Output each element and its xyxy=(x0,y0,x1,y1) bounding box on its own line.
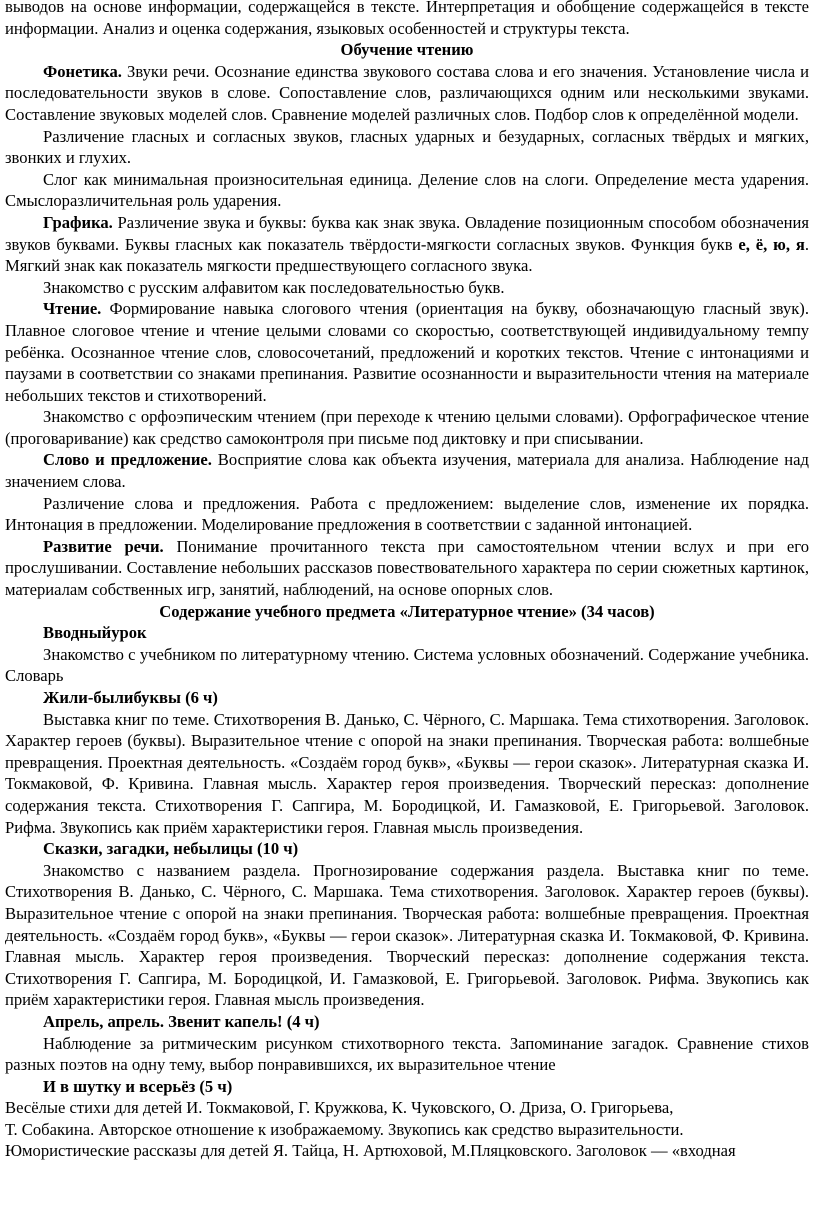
sentence-paragraph: Различение слова и предложения. Работа с предложением: выделение слов, изменение их порядка. Интонация в предложении. Моделирование предложения в соответствии с заданной интонацией. xyxy=(5,493,809,535)
section-line-humor-2: Т. Собакина. Авторское отношение к изображаемому. Звукопись как средство выразительности. xyxy=(5,1119,684,1139)
orthoepic-paragraph: Знакомство с орфоэпическим чтением (при переходе к чтению целыми словами). Орфографическое чтение (проговаривание) как средство самоконтроля при письме под диктовку и при списывании. xyxy=(5,407,809,448)
graphics-text: Различение звука и буквы: буква как знак звука. Овладение позиционным способом обозначения звуков буквами. Буквы гласных как показатель твёрдости-мягкости согласных звуков. Функция букв xyxy=(5,212,809,254)
phonetics-text: Звуки речи. Осознание единства звукового состава слова и его значения. Установление числа и последовательности звуков в слове. Сопоставление слов, различающихся одним или несколькими звуками. Составление звуковых моделей слов. Сравнение моделей различных слов. Подбор слов к определённой модели. xyxy=(5,61,809,124)
sounds-paragraph: Различение гласных и согласных звуков, гласных ударных и безударных, согласных твёрдых и мягких, звонких и глухих. xyxy=(5,126,809,168)
speech-label: Развитие речи. xyxy=(43,536,164,556)
section-heading-letters: Жили-былибуквы (6 ч) xyxy=(43,688,218,707)
phonetics-paragraph xyxy=(5,61,809,126)
graphics-letters: е, ё, ю, я xyxy=(738,234,805,254)
speech-text: Понимание прочитанного текста при самостоятельном чтении вслух и при его прослушивании. Составление небольших рассказов повествовательного характера по серии сюжетных картинок, материалам собственных игр, занятий, наблюдений, на основе опорных слов. xyxy=(5,536,809,600)
word-text: Восприятие слова как объекта изучения, материала для анализа. Наблюдение над значением слова. xyxy=(5,450,809,492)
syllable-paragraph: Слог как минимальная произносительная единица. Деление слов на слоги. Определение места ударения. Смыслоразличительная роль ударения. xyxy=(5,169,809,211)
intro-paragraph: выводов на основе информации, содержащейся в тексте. Интерпретация и обобщение содержащейся в тексте информации. Анализ и оценка содержания, языковых особенностей и структуры текста. xyxy=(5,0,809,38)
word-paragraph xyxy=(5,449,809,492)
section-text-fairytales: Знакомство с названием раздела. Прогнозирование содержания раздела. Выставка книг по теме. Стихотворения В. Данько, С. Чёрного, С. Маршака. Тема стихотворения. Заголовок. Характер героев (буквы). Выразительное чтение с опорой на знаки препинания. Творческая работа: волшебные превращения. Проектная деятельность. «Создаём город букв», «Буквы — герои сказок». Литературная сказка И. Токмаковой, Ф. Кривина. Главная мысль. Характер героя произведения. Творческий пересказ: дополнение содержания текста. Стихотворения Г. Сапгира, М. Бородицкой, И. Гамазковой, Е. Григорьевой. Заголовок. Рифма. Звукопись как приём характеристики героя. Главная мысль произведения. xyxy=(5,860,809,1010)
section-heading-fairytales: Сказки, загадки, небылицы (10 ч) xyxy=(43,839,299,859)
phonetics-label: Фонетика. xyxy=(43,61,122,81)
section-line-humor-1: Весёлые стихи для детей И. Токмаковой, Г. Кружкова, К. Чуковского, О. Дриза, О. Григорьева, xyxy=(5,1098,674,1118)
content-section-title: Содержание учебного предмета «Литературное чтение» (34 часов) xyxy=(159,601,655,621)
alphabet-paragraph: Знакомство с русским алфавитом как последовательностью букв. xyxy=(43,277,505,297)
graphics-paragraph xyxy=(5,212,809,277)
section-text-april: Наблюдение за ритмическим рисунком стихотворного текста. Запоминание загадок. Сравнение стихов разных поэтов на одну тему, выбор понравившихся, их выразительное чтение xyxy=(5,1033,809,1075)
section-line-humor-3: Юмористические рассказы для детей Я. Тайца, Н. Артюховой, М.Пляцковского. Заголовок — «входная xyxy=(5,1141,736,1161)
speech-paragraph xyxy=(5,536,809,601)
reading-label: Чтение. xyxy=(43,299,102,319)
word-label: Слово и предложение. xyxy=(43,450,212,470)
graphics-label: Графика. xyxy=(43,212,113,232)
reading-text: Формирование навыка слогового чтения (ориентация на букву, обозначающую гласный звук). Плавное слоговое чтение и чтение целыми словами со скоростью, соответствующей индивидуальному темпу ребёнка. Осознанное чтение слов, словосочетаний, предложений и коротких текстов. Чтение с интонациями и паузами в соответствии со знаками препинания. Развитие осознанности и выразительности чтения на материале небольших текстов и стихотворений. xyxy=(5,299,809,405)
reading-section-title: Обучение чтению xyxy=(340,40,474,60)
section-text-intro: Знакомство с учебником по литературному чтению. Система условных обозначений. Содержание учебника. Словарь xyxy=(5,644,809,686)
section-heading-intro: Вводныйурок xyxy=(43,623,147,643)
section-text-letters: Выставка книг по теме. Стихотворения В. Данько, С. Чёрного, С. Маршака. Тема стихотворения. Заголовок. Характер героев (буквы). Выразительное чтение с опорой на знаки препинания. Творческая работа: волшебные превращения. Проектная деятельность. «Создаём город букв», «Буквы — герои сказок». Литературная сказка И. Токмаковой, Ф. Кривина. Главная мысль. Характер героя произведения. Творческий пересказ: дополнение содержания текста. Стихотворения Г. Сапгира, М. Бородицкой, И. Гамазковой, Е. Григорьевой. Заголовок. Рифма. Звукопись как приём характеристики героя. Главная мысль произведения. xyxy=(5,709,809,837)
reading-paragraph xyxy=(5,298,809,406)
graphics-text-2: . Мягкий знак как показатель мягкости предшествующего согласного звука. xyxy=(5,234,809,276)
section-heading-humor: И в шутку и всерьёз (5 ч) xyxy=(43,1076,233,1096)
section-heading-april: Апрель, апрель. Звенит капель! (4 ч) xyxy=(43,1011,320,1031)
